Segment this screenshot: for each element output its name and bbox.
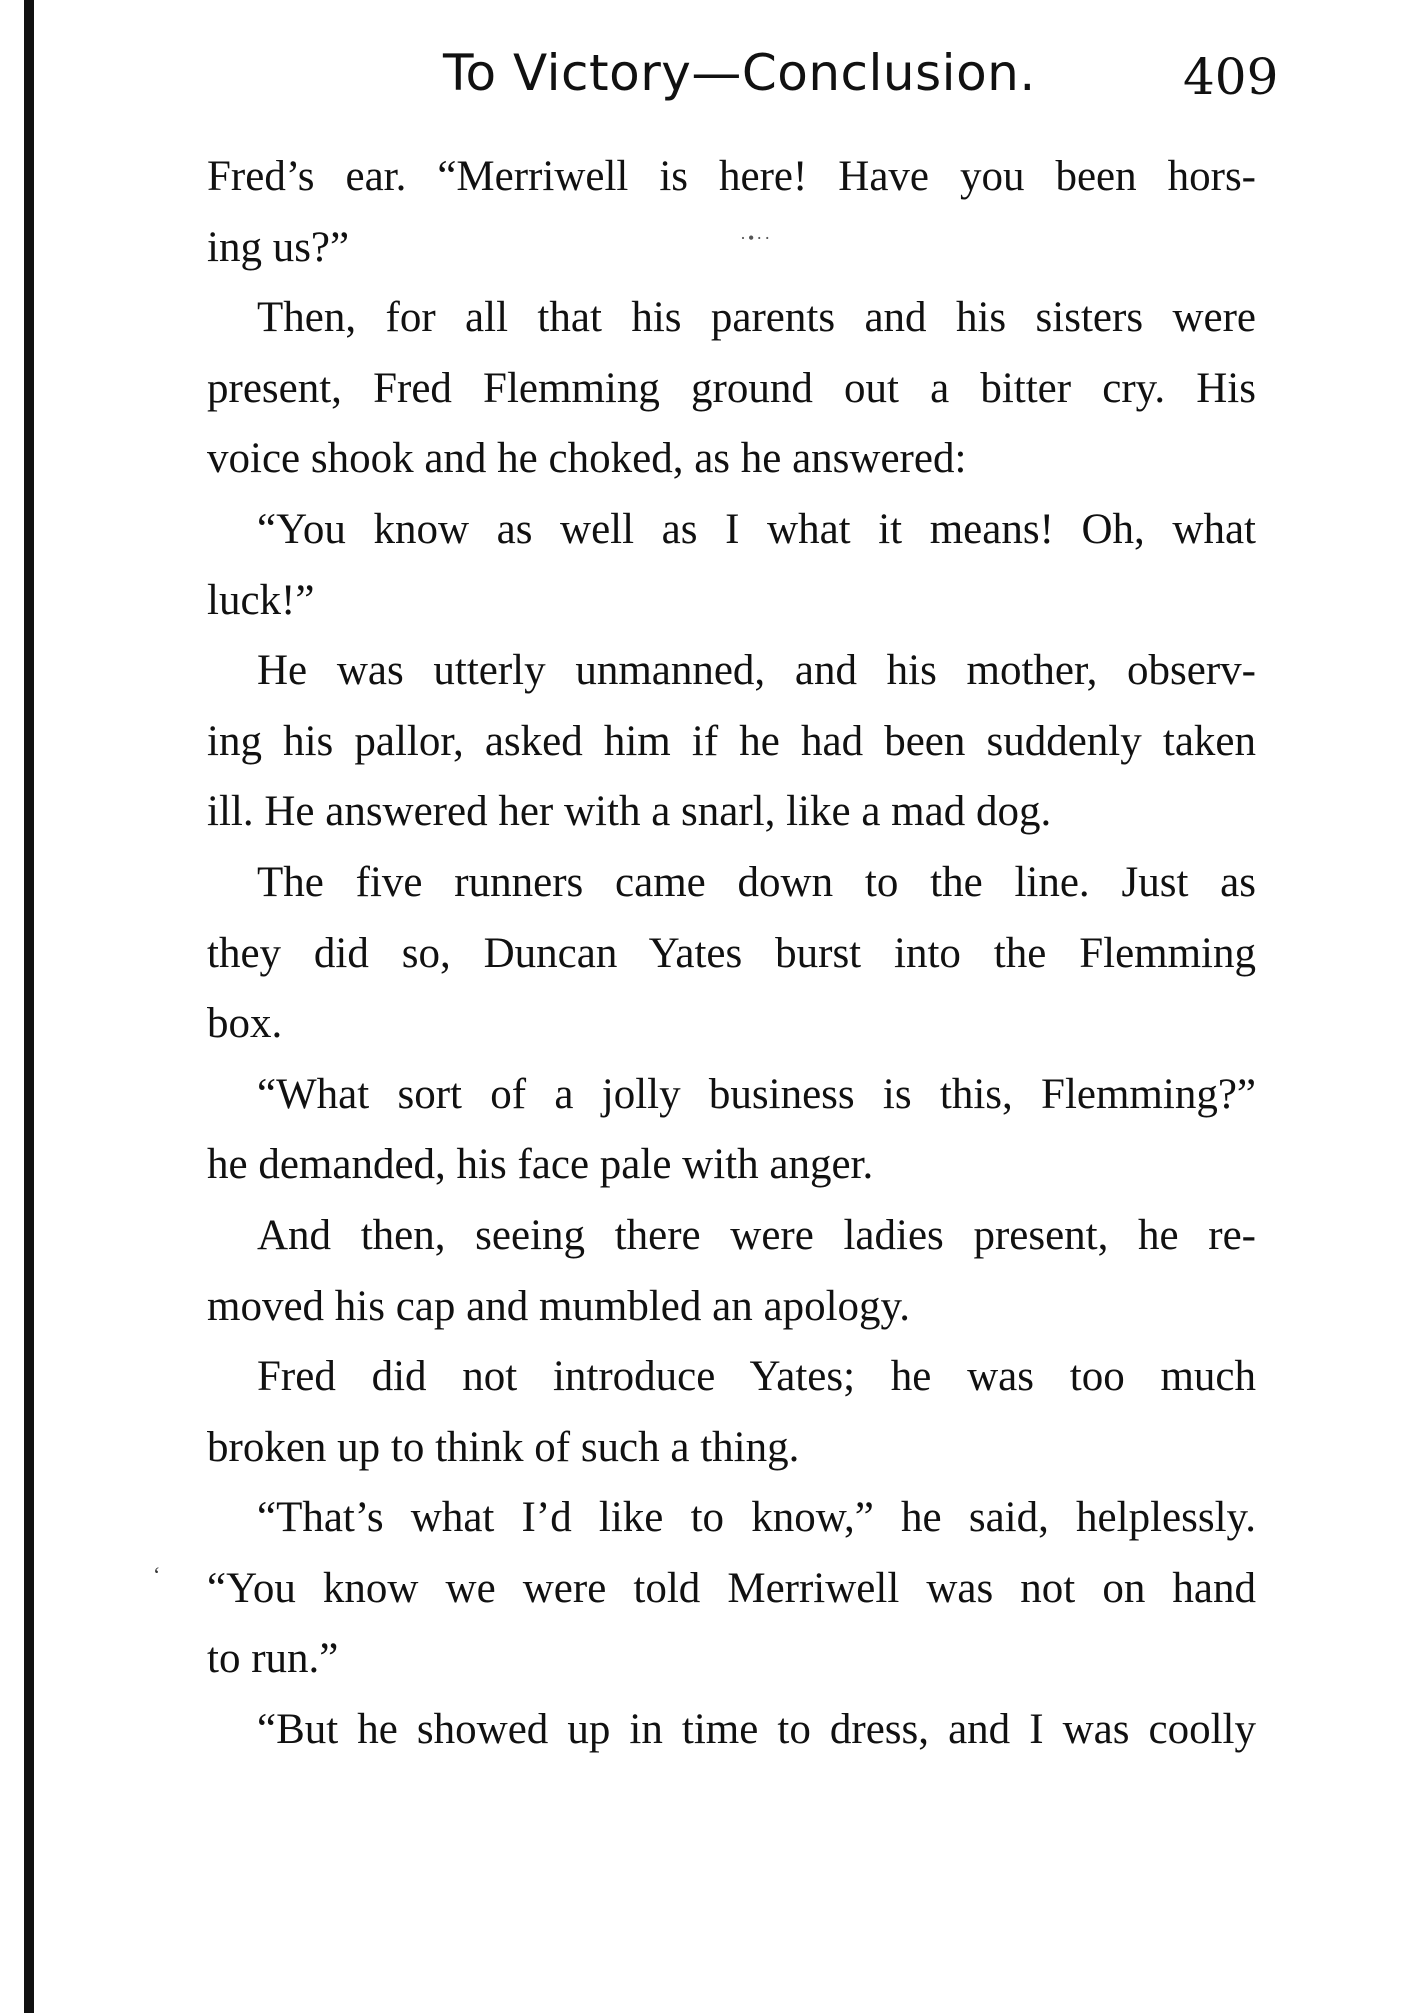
text-line: they did so, Duncan Yates burst into the Flemming bbox=[207, 929, 1256, 977]
running-title: To Victory—Conclusion. bbox=[443, 44, 1036, 102]
running-header bbox=[0, 38, 1408, 118]
text-line: And then, seeing there were ladies present, he re- bbox=[257, 1211, 1256, 1259]
text-line: “That’s what I’d like to know,” he said, helplessly. bbox=[257, 1494, 1256, 1542]
text-line: to run.” bbox=[207, 1635, 339, 1683]
text-line: ill. He answered her with a snarl, like a mad dog. bbox=[207, 788, 1052, 836]
text-line: Fred did not introduce Yates; he was too much bbox=[257, 1353, 1256, 1401]
text-line: “You know we were told Merriwell was not on hand bbox=[207, 1564, 1256, 1612]
margin-mark-decoration: ‘ bbox=[153, 1562, 161, 1587]
text-line: box. bbox=[207, 1000, 283, 1048]
text-line: “But he showed up in time to dress, and I was coolly bbox=[257, 1706, 1256, 1754]
text-line: He was utterly unmanned, and his mother, observ- bbox=[257, 647, 1256, 695]
text-line: “You know as well as I what it means! Oh, what bbox=[257, 505, 1256, 553]
text-line: Then, for all that his parents and his sisters were bbox=[257, 294, 1256, 342]
text-line: he demanded, his face pale with anger. bbox=[207, 1141, 874, 1189]
text-line: present, Fred Flemming ground out a bitter cry. His bbox=[207, 364, 1256, 412]
text-line: moved his cap and mumbled an apology. bbox=[207, 1282, 910, 1330]
text-line: luck!” bbox=[207, 576, 315, 624]
text-line: ing his pallor, asked him if he had been suddenly taken bbox=[207, 717, 1256, 765]
text-line: Fred’s ear. “Merriwell is here! Have you been hors- bbox=[207, 153, 1256, 200]
body-text bbox=[207, 142, 1256, 1766]
page-spine-edge bbox=[24, 0, 34, 2013]
text-line: The five runners came down to the line. Just as bbox=[257, 858, 1256, 906]
text-line: “What sort of a jolly business is this, Flemming?” bbox=[257, 1070, 1256, 1118]
text-line: broken up to think of such a thing. bbox=[207, 1423, 800, 1471]
print-speck-decoration: ·•·· bbox=[740, 228, 773, 248]
text-line: voice shook and he choked, as he answered: bbox=[207, 435, 967, 483]
text-line: ing us?” bbox=[207, 223, 350, 271]
page-number: 409 bbox=[1183, 48, 1279, 106]
